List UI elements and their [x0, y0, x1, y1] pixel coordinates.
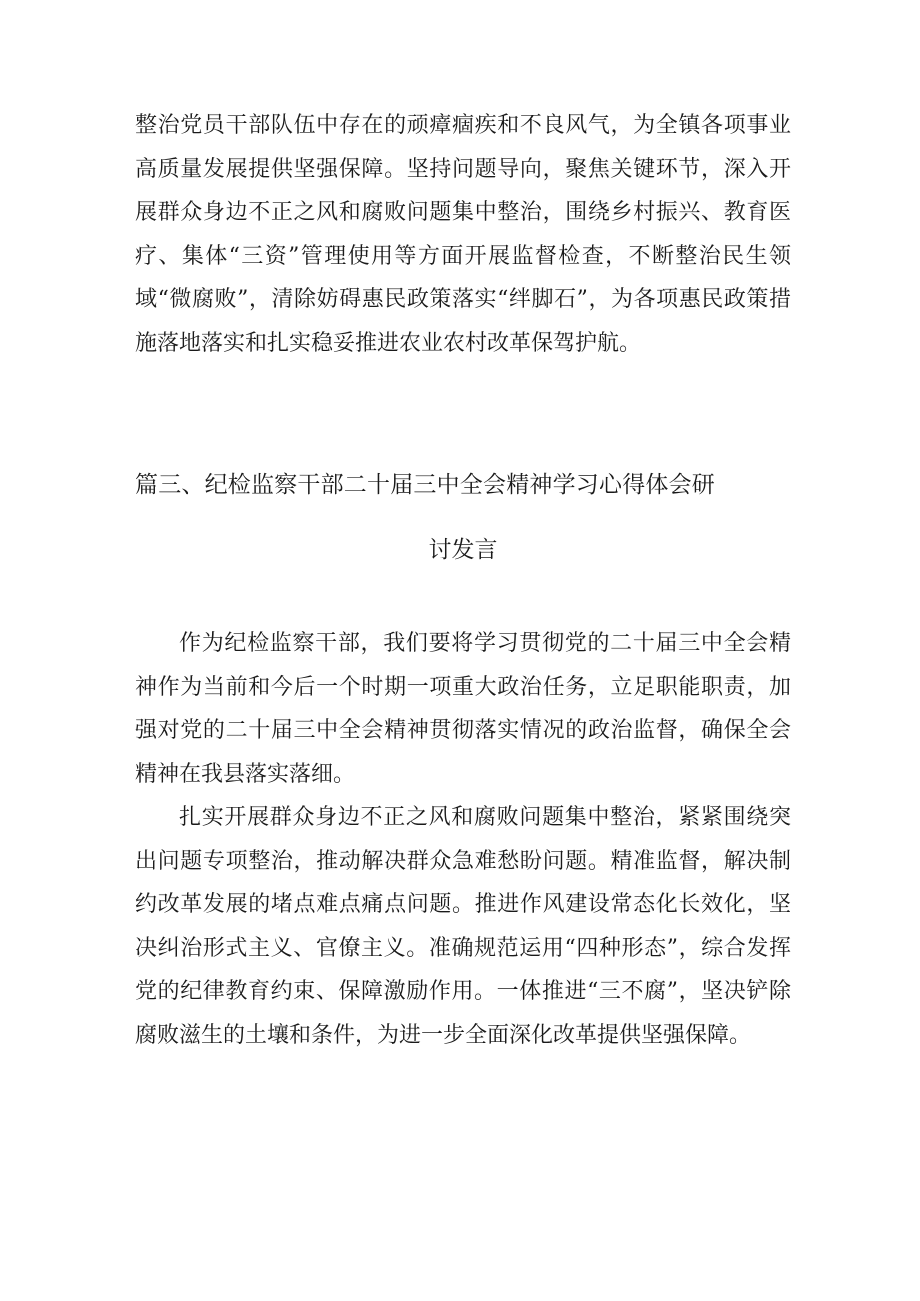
- paragraph-1: 作为纪检监察干部，我们要将学习贯彻党的二十届三中全会精神作为当前和今后一个时期一项重大政治任务，立足职能职责，加强对党的二十届三中全会精神贯彻落实情况的政治监督，确保全会精神在我县落实落细。: [135, 631, 791, 787]
- section-title-line-2: 讨发言: [428, 537, 498, 563]
- section-title-line-1: 篇三、纪检监察干部二十届三中全会精神学习心得体会研: [135, 472, 715, 498]
- paragraph-2: 扎实开展群众身边不正之风和腐败问题集中整治，紧紧围绕突出问题专项整治，推动解决群众急难愁盼问题。精准监督，解决制约改革发展的堵点难点痛点问题。推进作风建设常态化长效化，坚决纠治形式主义、官僚主义。准确规范运用“四种形态”，综合发挥党的纪律教育约束、保障激励作用。一体推进“三不腐”，坚决铲除腐败滋生的土壤和条件，为进一步全面深化改革提供坚强保障。: [135, 805, 791, 1048]
- paragraph-continued: 整治党员干部队伍中存在的顽瘴痼疾和不良风气，为全镇各项事业高质量发展提供坚强保障。坚持问题导向，聚焦关键环节，深入开展群众身边不正之风和腐败问题集中整治，围绕乡村振兴、教育医疗、集体“三资”管理使用等方面开展监督检查，不断整治民生领域“微腐败”，清除妨碍惠民政策落实“绊脚石”，为各项惠民政策措施落地落实和扎实稳妥推进农业农村改革保驾护航。: [135, 113, 791, 356]
